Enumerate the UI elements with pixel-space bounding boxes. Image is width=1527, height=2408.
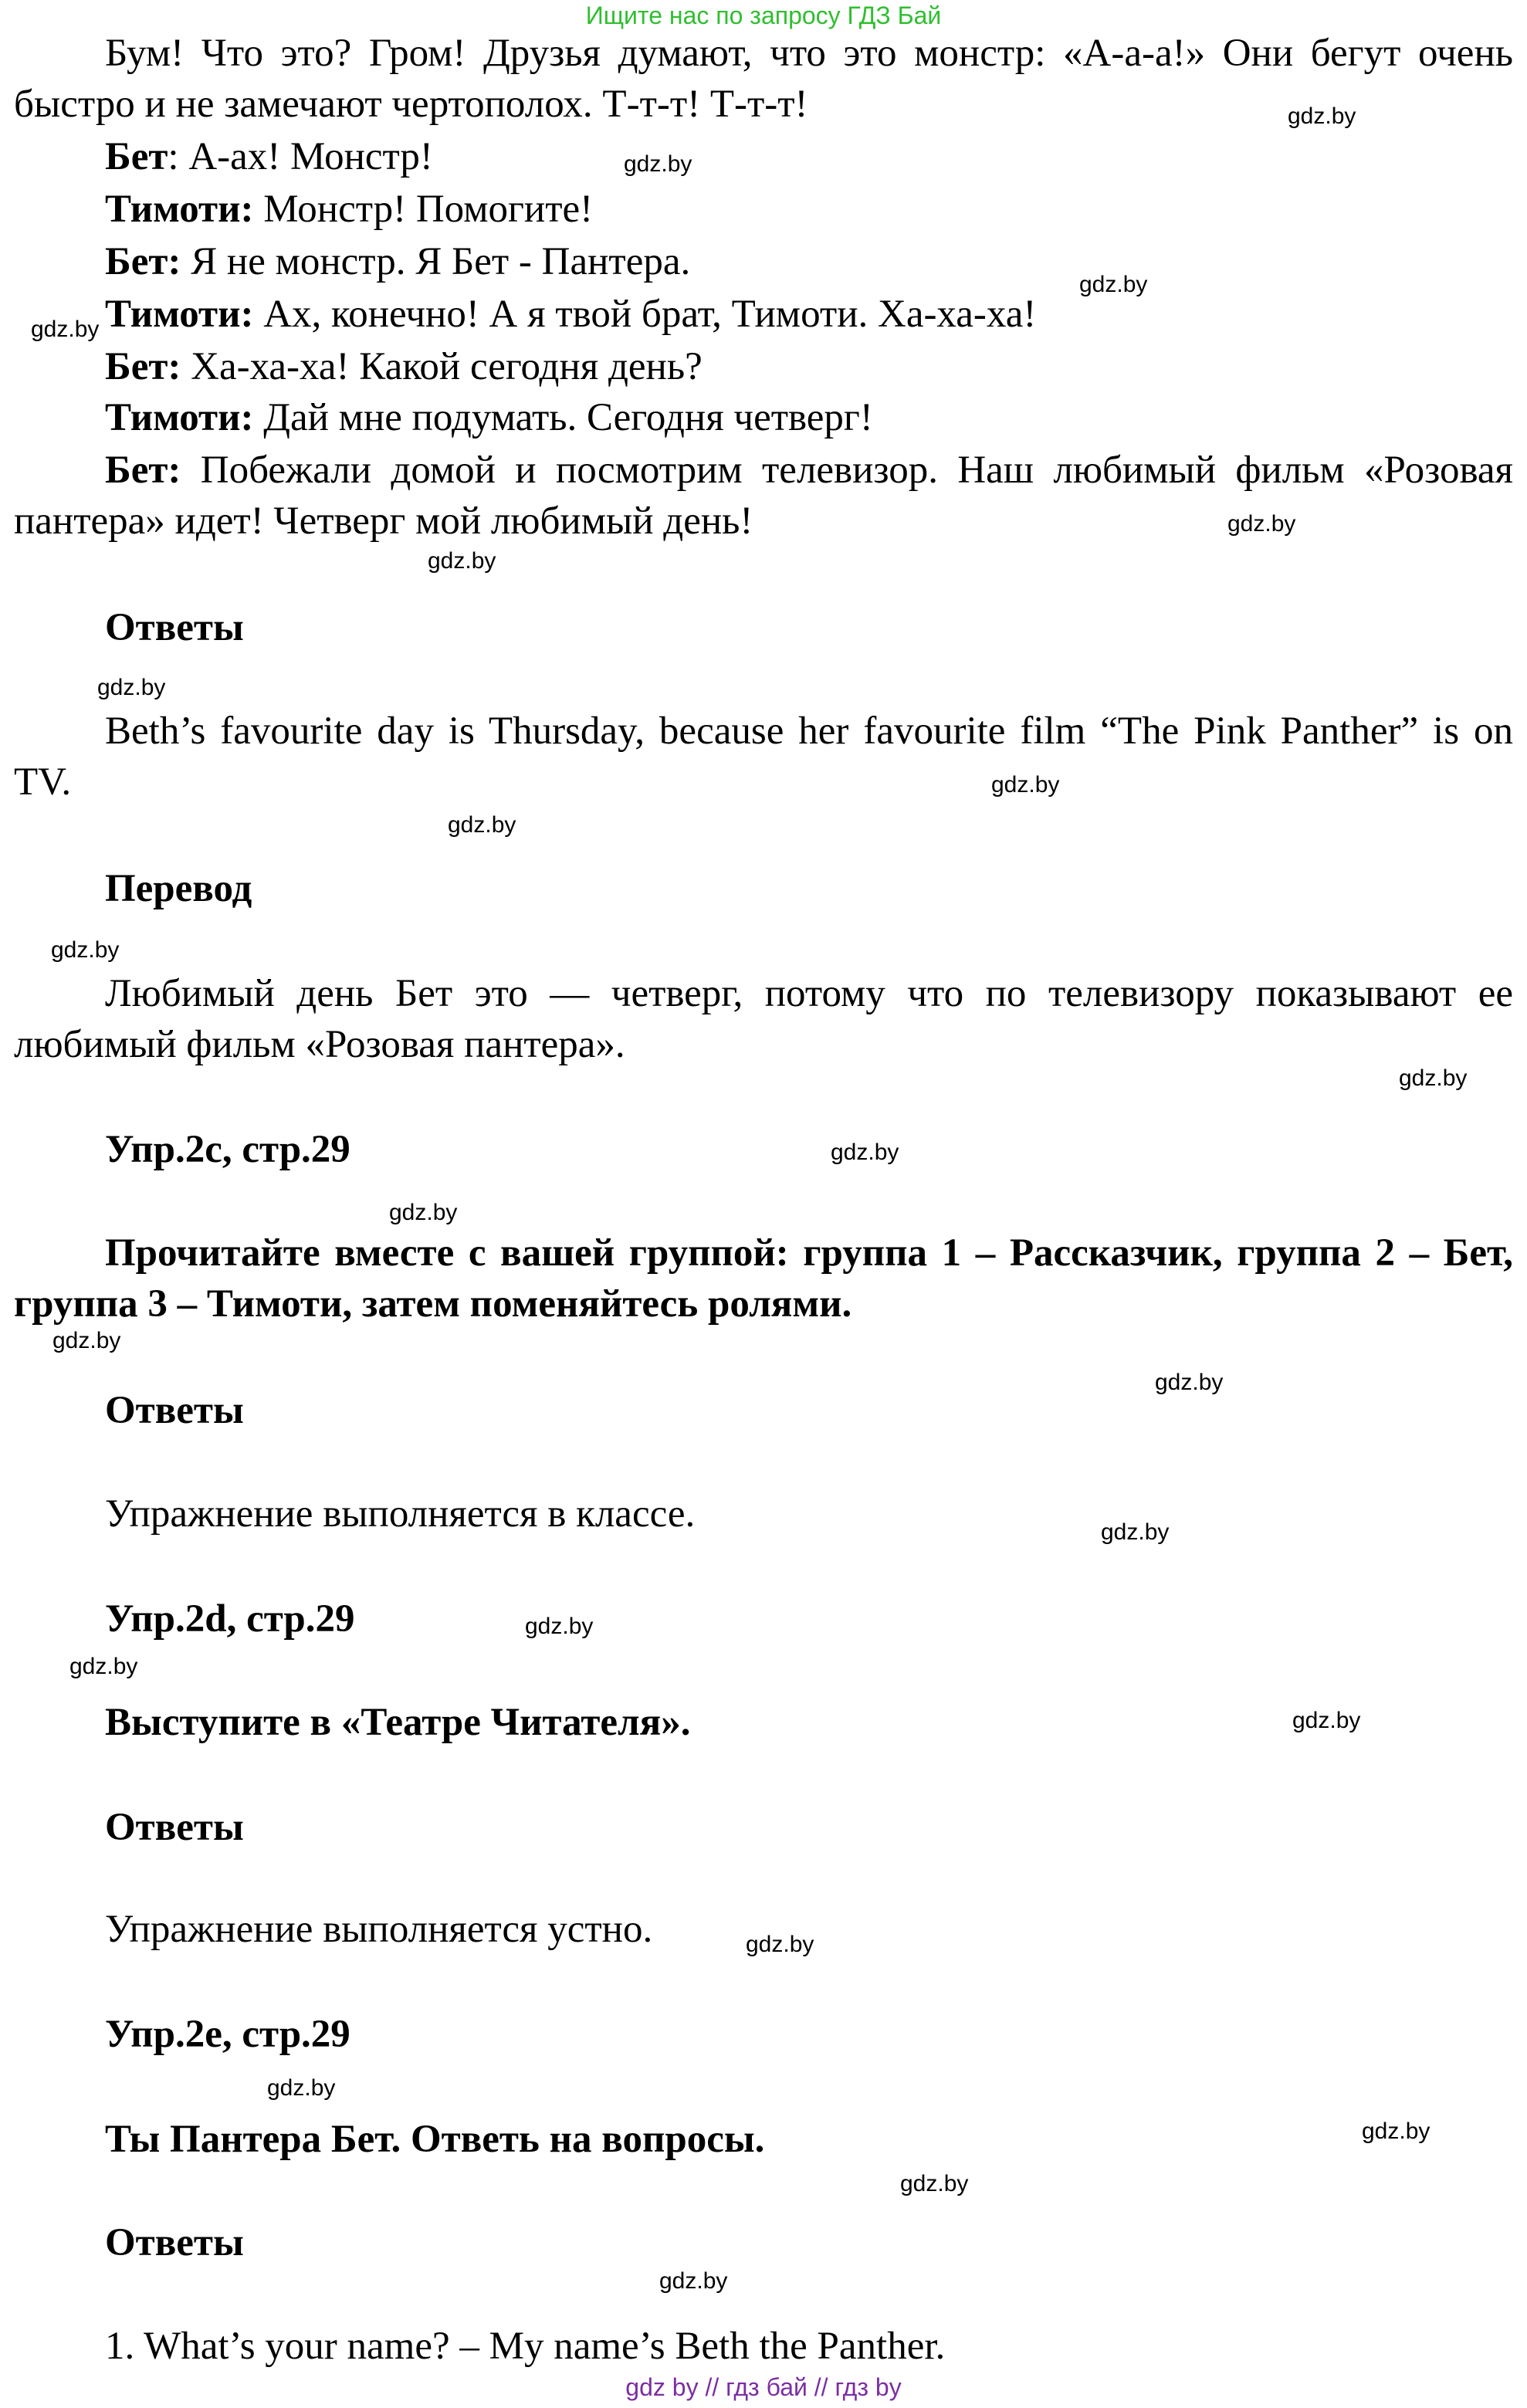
speaker-separator (181, 240, 191, 283)
answers-heading: Ответы (105, 2221, 244, 2264)
dialogue-text: Монстр! Помогите! (263, 188, 594, 231)
bottom-banner-links[interactable]: gdz by // гдз бай // гдз by (625, 2373, 902, 2401)
speaker-name: Тимоти: (105, 293, 254, 336)
answers-heading: Ответы (105, 1806, 244, 1849)
speaker-name: Бет: (105, 449, 181, 492)
exercise-2e-answer-1: 1. What’s your name? – My name’s Beth the Panther. (105, 2325, 946, 2368)
watermark: gdz.by (389, 1200, 458, 1225)
watermark: gdz.by (659, 2268, 728, 2294)
exercise-2e-title: Упр.2e, стр.29 (105, 2013, 350, 2056)
story-intro: Бум! Что это? Гром! Друзья думают, что это монстр: «А-а-а!» Они бегут очень быстро и не замечают чертополох. Т-т-т! Т-т-т! (14, 32, 1513, 126)
answers-heading: Ответы (105, 606, 244, 649)
watermark: gdz.by (52, 1328, 121, 1353)
exercise-2e-task: Ты Пантера Бет. Ответь на вопросы. (105, 2118, 765, 2161)
watermark: gdz.by (1399, 1065, 1468, 1091)
dialogue-text: А-ах! Монстр! (188, 135, 433, 178)
watermark: gdz.by (624, 151, 692, 177)
watermark: gdz.by (900, 2171, 969, 2196)
exercise-2c-answer: Упражнение выполняется в классе. (105, 1492, 696, 1536)
watermark: gdz.by (267, 2075, 336, 2101)
translation-text: Любимый день Бет это — четверг, потому что по телевизору показывают ее любимый фильм «Розовая пантера». (14, 972, 1513, 1066)
dialogue-line (105, 184, 593, 235)
watermark: gdz.by (31, 317, 100, 342)
watermark: gdz.by (448, 812, 516, 838)
dialogue-line (105, 289, 1036, 340)
watermark: gdz.by (51, 937, 120, 963)
speaker-separator (253, 396, 263, 439)
dialogue-line (105, 236, 690, 287)
speaker-separator (181, 345, 191, 388)
speaker-name: Бет (105, 135, 168, 178)
speaker-name: Бет: (105, 345, 181, 388)
top-banner-link[interactable]: Ищите нас по запросу ГДЗ Бай (585, 2, 942, 29)
speaker-name: Тимоти: (105, 396, 254, 439)
exercise-2c-task: Прочитайте вместе с вашей группой: группа 1 – Рассказчик, группа 2 – Бет, группа 3 – Тимоти, затем поменяйтесь ролями. (14, 1231, 1513, 1326)
speaker-separator: : (168, 135, 189, 178)
dialogue-text: Дай мне подумать. Сегодня четверг! (263, 396, 873, 439)
watermark: gdz.by (69, 1654, 138, 1679)
watermark: gdz.by (991, 772, 1060, 798)
dialogue-text: Я не монстр. Я Бет - Пантера. (191, 240, 691, 283)
watermark: gdz.by (428, 548, 496, 574)
watermark: gdz.by (1362, 2118, 1431, 2144)
dialogue-line (105, 341, 703, 392)
watermark: gdz.by (1101, 1519, 1170, 1545)
watermark: gdz.by (1079, 272, 1148, 297)
watermark: gdz.by (1288, 103, 1356, 129)
watermark: gdz.by (525, 1614, 594, 1639)
speaker-separator (253, 293, 263, 336)
exercise-2d-task: Выступите в «Театре Читателя». (105, 1701, 691, 1744)
dialogue-text: Ха-ха-ха! Какой сегодня день? (191, 345, 703, 388)
dialogue-line (105, 392, 873, 443)
dialogue-text: Ах, конечно! А я твой брат, Тимоти. Ха-ха-ха! (263, 293, 1037, 336)
speaker-name: Бет: (105, 240, 181, 283)
exercise-2c-title: Упр.2с, стр.29 (105, 1128, 350, 1171)
watermark: gdz.by (831, 1140, 899, 1165)
translation-heading: Перевод (105, 867, 252, 910)
exercise-2d-answer: Упражнение выполняется устно. (105, 1908, 653, 1951)
answer-text: Beth’s favourite day is Thursday, because her favourite film “The Pink Panther” is on TV. (14, 710, 1513, 804)
dialogue-line (105, 131, 433, 182)
watermark: gdz.by (746, 1932, 814, 1957)
watermark: gdz.by (1292, 1708, 1361, 1733)
dialogue-text: Побежали домой и посмотрим телевизор. Наш любимый фильм «Розовая пантера» идет! Четверг мой любимый день! (14, 449, 1513, 543)
watermark: gdz.by (1155, 1370, 1224, 1395)
watermark: gdz.by (1227, 511, 1296, 537)
speaker-name: Тимоти: (105, 188, 254, 231)
exercise-2d-title: Упр.2d, стр.29 (105, 1597, 355, 1641)
answers-heading: Ответы (105, 1389, 244, 1432)
watermark: gdz.by (97, 675, 166, 700)
speaker-separator (253, 188, 263, 231)
